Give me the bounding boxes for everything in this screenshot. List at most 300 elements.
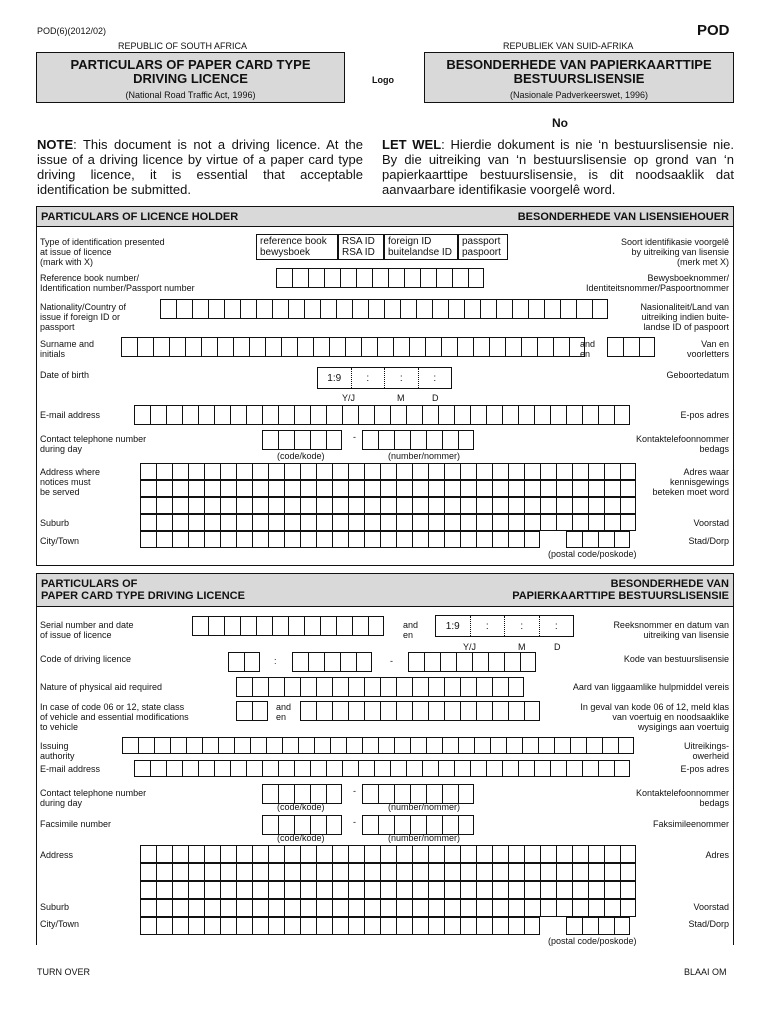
char-box[interactable] [310, 815, 326, 835]
char-box[interactable] [374, 405, 390, 425]
char-box[interactable] [252, 899, 268, 917]
char-box[interactable] [352, 299, 368, 319]
char-box[interactable] [214, 405, 230, 425]
char-box[interactable] [364, 917, 380, 935]
char-box[interactable] [524, 845, 540, 863]
char-box[interactable] [556, 514, 572, 531]
char-box[interactable] [380, 480, 396, 497]
char-box[interactable] [492, 701, 508, 721]
char-box[interactable] [438, 405, 454, 425]
char-box[interactable] [404, 268, 420, 288]
char-box[interactable] [614, 531, 630, 548]
char-box[interactable] [316, 917, 332, 935]
char-box[interactable] [390, 760, 406, 777]
char-box[interactable] [156, 514, 172, 531]
char-box[interactable] [156, 863, 172, 881]
city-boxes[interactable] [140, 531, 540, 548]
char-box[interactable] [361, 337, 377, 357]
char-box[interactable] [460, 701, 476, 721]
char-box[interactable] [236, 677, 252, 697]
char-box[interactable] [284, 480, 300, 497]
char-box[interactable] [614, 760, 630, 777]
surname-boxes[interactable] [121, 337, 585, 357]
char-box[interactable] [556, 463, 572, 480]
char-box[interactable] [166, 760, 182, 777]
char-box[interactable] [234, 737, 250, 754]
char-box[interactable] [332, 463, 348, 480]
char-box[interactable] [121, 337, 137, 357]
char-box[interactable] [294, 405, 310, 425]
char-box[interactable] [444, 845, 460, 863]
char-box[interactable] [364, 863, 380, 881]
char-box[interactable] [268, 863, 284, 881]
char-box[interactable] [412, 514, 428, 531]
char-box[interactable] [292, 268, 308, 288]
char-box[interactable] [140, 514, 156, 531]
char-box[interactable] [300, 917, 316, 935]
char-box[interactable] [166, 405, 182, 425]
char-box[interactable] [380, 863, 396, 881]
char-box[interactable] [598, 531, 614, 548]
char-box[interactable] [188, 514, 204, 531]
char-box[interactable] [246, 405, 262, 425]
char-box[interactable] [170, 737, 186, 754]
id-option-foreign-id[interactable]: foreign ID buitelandse ID [384, 234, 458, 260]
char-box[interactable] [284, 863, 300, 881]
char-box[interactable] [326, 405, 342, 425]
char-box[interactable] [220, 497, 236, 514]
char-box[interactable] [332, 677, 348, 697]
char-box[interactable] [220, 863, 236, 881]
char-box[interactable] [460, 677, 476, 697]
char-box[interactable] [396, 463, 412, 480]
char-box[interactable] [412, 531, 428, 548]
char-box[interactable] [476, 480, 492, 497]
char-box[interactable] [220, 917, 236, 935]
char-box[interactable] [408, 652, 424, 672]
char-box[interactable] [329, 337, 345, 357]
char-box[interactable] [604, 480, 620, 497]
char-box[interactable] [396, 531, 412, 548]
char-box[interactable] [380, 701, 396, 721]
char-box[interactable] [524, 863, 540, 881]
char-box[interactable] [428, 881, 444, 899]
char-box[interactable] [122, 737, 138, 754]
char-box[interactable] [201, 337, 217, 357]
char-box[interactable] [586, 737, 602, 754]
char-box[interactable] [284, 917, 300, 935]
char-box[interactable] [262, 815, 278, 835]
char-box[interactable] [524, 531, 540, 548]
char-box[interactable] [512, 299, 528, 319]
char-box[interactable] [220, 531, 236, 548]
char-box[interactable] [540, 514, 556, 531]
char-box[interactable] [604, 845, 620, 863]
char-box[interactable] [308, 268, 324, 288]
char-box[interactable] [134, 405, 150, 425]
char-box[interactable] [150, 405, 166, 425]
char-box[interactable] [428, 899, 444, 917]
char-box[interactable] [358, 405, 374, 425]
char-box[interactable] [457, 337, 473, 357]
char-box[interactable] [540, 497, 556, 514]
char-box[interactable] [476, 463, 492, 480]
char-box[interactable] [297, 337, 313, 357]
char-box[interactable] [502, 760, 518, 777]
code-boxes-2[interactable] [292, 652, 372, 672]
char-box[interactable] [540, 881, 556, 899]
char-box[interactable] [396, 863, 412, 881]
suburb-boxes[interactable] [140, 514, 636, 531]
char-box[interactable] [362, 737, 378, 754]
char-box[interactable] [332, 881, 348, 899]
char-box[interactable] [300, 497, 316, 514]
char-box[interactable] [284, 514, 300, 531]
char-box[interactable] [268, 677, 284, 697]
char-box[interactable] [324, 652, 340, 672]
char-box[interactable] [425, 337, 441, 357]
char-box[interactable] [486, 760, 502, 777]
char-box[interactable] [140, 899, 156, 917]
char-box[interactable] [412, 677, 428, 697]
char-box[interactable] [620, 463, 636, 480]
char-box[interactable] [368, 299, 384, 319]
char-box[interactable] [488, 652, 504, 672]
char-box[interactable] [262, 405, 278, 425]
char-box[interactable] [378, 430, 394, 450]
char-box[interactable] [204, 463, 220, 480]
char-box[interactable] [410, 815, 426, 835]
char-box[interactable] [294, 760, 310, 777]
char-box[interactable] [220, 480, 236, 497]
licence-city-boxes[interactable] [140, 917, 540, 935]
char-box[interactable] [182, 760, 198, 777]
char-box[interactable] [550, 760, 566, 777]
char-box[interactable] [534, 405, 550, 425]
char-box[interactable] [364, 881, 380, 899]
char-box[interactable] [268, 899, 284, 917]
char-box[interactable] [396, 480, 412, 497]
char-box[interactable] [492, 463, 508, 480]
char-box[interactable] [412, 845, 428, 863]
char-box[interactable] [236, 899, 252, 917]
char-box[interactable] [444, 863, 460, 881]
char-box[interactable] [566, 405, 582, 425]
char-box[interactable] [554, 737, 570, 754]
char-box[interactable] [204, 899, 220, 917]
char-box[interactable] [300, 514, 316, 531]
char-box[interactable] [198, 405, 214, 425]
char-box[interactable] [340, 652, 356, 672]
char-box[interactable] [508, 463, 524, 480]
char-box[interactable] [300, 881, 316, 899]
char-box[interactable] [588, 881, 604, 899]
char-box[interactable] [426, 784, 442, 804]
char-box[interactable] [364, 899, 380, 917]
char-box[interactable] [492, 677, 508, 697]
char-box[interactable] [620, 899, 636, 917]
char-box[interactable] [364, 531, 380, 548]
char-box[interactable] [252, 881, 268, 899]
char-box[interactable] [566, 531, 582, 548]
char-box[interactable] [604, 881, 620, 899]
char-box[interactable] [236, 881, 252, 899]
reference-number-boxes[interactable] [276, 268, 484, 288]
char-box[interactable] [300, 899, 316, 917]
char-box[interactable] [428, 677, 444, 697]
char-box[interactable] [572, 899, 588, 917]
char-box[interactable] [422, 405, 438, 425]
char-box[interactable] [502, 405, 518, 425]
char-box[interactable] [442, 430, 458, 450]
char-box[interactable] [204, 497, 220, 514]
char-box[interactable] [476, 701, 492, 721]
char-box[interactable] [204, 480, 220, 497]
char-box[interactable] [268, 531, 284, 548]
char-box[interactable] [620, 881, 636, 899]
char-box[interactable] [224, 299, 240, 319]
char-box[interactable] [172, 899, 188, 917]
char-box[interactable] [540, 899, 556, 917]
char-box[interactable] [394, 815, 410, 835]
char-box[interactable] [432, 299, 448, 319]
char-box[interactable] [172, 497, 188, 514]
char-box[interactable] [316, 899, 332, 917]
char-box[interactable] [460, 917, 476, 935]
char-box[interactable] [348, 881, 364, 899]
char-box[interactable] [172, 480, 188, 497]
char-box[interactable] [412, 480, 428, 497]
char-box[interactable] [278, 430, 294, 450]
char-box[interactable] [444, 514, 460, 531]
char-box[interactable] [442, 784, 458, 804]
char-box[interactable] [409, 337, 425, 357]
address-line-2[interactable] [140, 480, 636, 497]
char-box[interactable] [537, 337, 553, 357]
char-box[interactable] [172, 881, 188, 899]
char-box[interactable] [426, 737, 442, 754]
char-box[interactable] [620, 497, 636, 514]
vehicle-class-boxes[interactable] [236, 701, 268, 721]
char-box[interactable] [492, 531, 508, 548]
char-box[interactable] [284, 677, 300, 697]
char-box[interactable] [204, 863, 220, 881]
char-box[interactable] [572, 497, 588, 514]
char-box[interactable] [368, 616, 384, 636]
char-box[interactable] [188, 845, 204, 863]
char-box[interactable] [192, 299, 208, 319]
char-box[interactable] [460, 497, 476, 514]
char-box[interactable] [316, 514, 332, 531]
char-box[interactable] [364, 480, 380, 497]
char-box[interactable] [310, 430, 326, 450]
char-box[interactable] [464, 299, 480, 319]
char-box[interactable] [394, 784, 410, 804]
char-box[interactable] [268, 497, 284, 514]
char-box[interactable] [377, 337, 393, 357]
char-box[interactable] [300, 701, 316, 721]
char-box[interactable] [204, 845, 220, 863]
char-box[interactable] [524, 701, 540, 721]
issuing-authority-boxes[interactable] [122, 737, 634, 754]
char-box[interactable] [364, 677, 380, 697]
char-box[interactable] [268, 480, 284, 497]
char-box[interactable] [620, 863, 636, 881]
char-box[interactable] [476, 531, 492, 548]
email-boxes[interactable] [134, 405, 630, 425]
char-box[interactable] [508, 917, 524, 935]
char-box[interactable] [400, 299, 416, 319]
char-box[interactable] [444, 701, 460, 721]
char-box[interactable] [520, 652, 536, 672]
char-box[interactable] [388, 268, 404, 288]
char-box[interactable] [528, 299, 544, 319]
char-box[interactable] [154, 737, 170, 754]
char-box[interactable] [492, 480, 508, 497]
char-box[interactable] [504, 652, 520, 672]
char-box[interactable] [246, 760, 262, 777]
char-box[interactable] [272, 616, 288, 636]
char-box[interactable] [534, 760, 550, 777]
char-box[interactable] [592, 299, 608, 319]
char-box[interactable] [406, 405, 422, 425]
char-box[interactable] [252, 701, 268, 721]
char-box[interactable] [572, 514, 588, 531]
char-box[interactable] [150, 760, 166, 777]
dob-field[interactable]: 1:9 : : : [317, 367, 452, 389]
char-box[interactable] [428, 701, 444, 721]
char-box[interactable] [582, 405, 598, 425]
char-box[interactable] [492, 497, 508, 514]
char-box[interactable] [304, 616, 320, 636]
char-box[interactable] [448, 299, 464, 319]
char-box[interactable] [588, 899, 604, 917]
char-box[interactable] [204, 531, 220, 548]
char-box[interactable] [460, 881, 476, 899]
char-box[interactable] [300, 463, 316, 480]
char-box[interactable] [396, 899, 412, 917]
char-box[interactable] [236, 497, 252, 514]
char-box[interactable] [278, 815, 294, 835]
char-box[interactable] [428, 845, 444, 863]
char-box[interactable] [394, 430, 410, 450]
char-box[interactable] [134, 760, 150, 777]
char-box[interactable] [505, 337, 521, 357]
char-box[interactable] [406, 760, 422, 777]
char-box[interactable] [268, 845, 284, 863]
char-box[interactable] [256, 616, 272, 636]
char-box[interactable] [380, 917, 396, 935]
char-box[interactable] [220, 514, 236, 531]
char-box[interactable] [185, 337, 201, 357]
char-box[interactable] [614, 405, 630, 425]
char-box[interactable] [410, 784, 426, 804]
char-box[interactable] [442, 737, 458, 754]
char-box[interactable] [508, 480, 524, 497]
char-box[interactable] [324, 268, 340, 288]
char-box[interactable] [288, 299, 304, 319]
char-box[interactable] [460, 480, 476, 497]
char-box[interactable] [202, 737, 218, 754]
char-box[interactable] [474, 737, 490, 754]
char-box[interactable] [410, 430, 426, 450]
char-box[interactable] [182, 405, 198, 425]
char-box[interactable] [588, 514, 604, 531]
serial-number-boxes[interactable] [192, 616, 384, 636]
char-box[interactable] [556, 863, 572, 881]
char-box[interactable] [412, 701, 428, 721]
char-box[interactable] [378, 737, 394, 754]
char-box[interactable] [576, 299, 592, 319]
char-box[interactable] [316, 531, 332, 548]
char-box[interactable] [396, 497, 412, 514]
char-box[interactable] [639, 337, 655, 357]
char-box[interactable] [204, 881, 220, 899]
fax-code-boxes[interactable] [262, 815, 342, 835]
char-box[interactable] [396, 701, 412, 721]
char-box[interactable] [560, 299, 576, 319]
char-box[interactable] [172, 463, 188, 480]
char-box[interactable] [492, 514, 508, 531]
char-box[interactable] [524, 463, 540, 480]
postal-code-boxes[interactable] [566, 531, 630, 548]
char-box[interactable] [284, 531, 300, 548]
char-box[interactable] [172, 917, 188, 935]
char-box[interactable] [550, 405, 566, 425]
char-box[interactable] [332, 899, 348, 917]
char-box[interactable] [364, 514, 380, 531]
char-box[interactable] [236, 863, 252, 881]
char-box[interactable] [160, 299, 176, 319]
char-box[interactable] [396, 845, 412, 863]
char-box[interactable] [320, 616, 336, 636]
licence-phone-number-boxes[interactable] [362, 784, 474, 804]
char-box[interactable] [524, 497, 540, 514]
char-box[interactable] [348, 514, 364, 531]
char-box[interactable] [188, 531, 204, 548]
char-box[interactable] [316, 701, 332, 721]
nationality-boxes[interactable] [160, 299, 608, 319]
char-box[interactable] [316, 480, 332, 497]
char-box[interactable] [156, 531, 172, 548]
char-box[interactable] [316, 463, 332, 480]
char-box[interactable] [326, 760, 342, 777]
char-box[interactable] [172, 531, 188, 548]
char-box[interactable] [140, 917, 156, 935]
char-box[interactable] [336, 616, 352, 636]
char-box[interactable] [582, 531, 598, 548]
char-box[interactable] [428, 514, 444, 531]
char-box[interactable] [508, 845, 524, 863]
char-box[interactable] [156, 881, 172, 899]
char-box[interactable] [489, 337, 505, 357]
char-box[interactable] [332, 917, 348, 935]
char-box[interactable] [540, 463, 556, 480]
licence-email-boxes[interactable] [134, 760, 630, 777]
char-box[interactable] [426, 430, 442, 450]
char-box[interactable] [316, 497, 332, 514]
char-box[interactable] [278, 784, 294, 804]
char-box[interactable] [314, 737, 330, 754]
char-box[interactable] [602, 737, 618, 754]
char-box[interactable] [278, 405, 294, 425]
char-box[interactable] [186, 737, 202, 754]
char-box[interactable] [458, 784, 474, 804]
char-box[interactable] [208, 616, 224, 636]
char-box[interactable] [588, 863, 604, 881]
char-box[interactable] [444, 480, 460, 497]
char-box[interactable] [326, 430, 342, 450]
